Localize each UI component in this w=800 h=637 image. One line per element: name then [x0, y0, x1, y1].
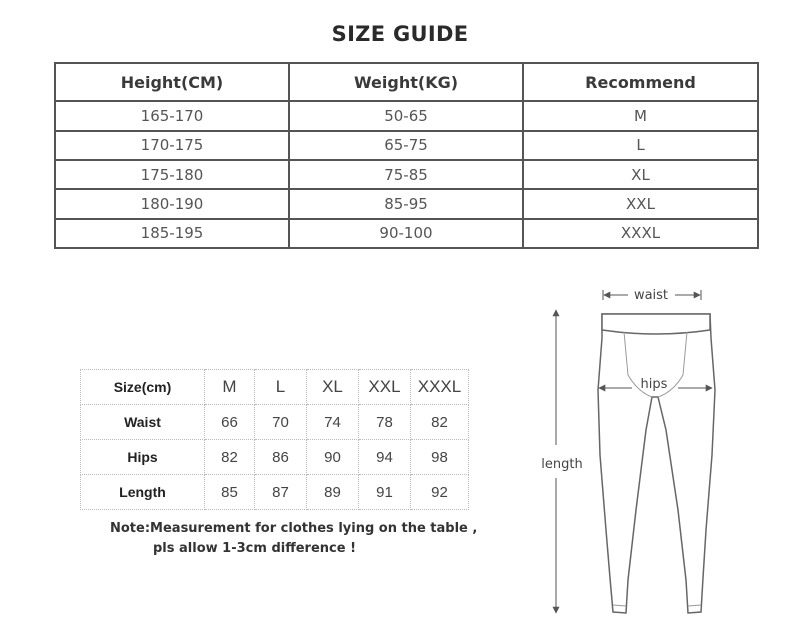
- table-row: [81, 475, 469, 510]
- row-label-waist: Waist: [81, 405, 205, 440]
- height-cell: 165-170: [55, 101, 289, 130]
- height-cell: 180-190: [55, 189, 289, 218]
- height-cell: 170-175: [55, 131, 289, 160]
- measure-cell: 82: [205, 440, 255, 475]
- table-row: [55, 160, 758, 189]
- weight-cell: 90-100: [289, 219, 523, 248]
- measure-cell: 78: [359, 405, 411, 440]
- measure-cell: 86: [255, 440, 307, 475]
- leggings-outline: [598, 314, 715, 613]
- size-col-l: L: [255, 370, 307, 405]
- table-row: [55, 131, 758, 160]
- header-recommend: Recommend: [523, 63, 758, 101]
- size-col-xl: XL: [307, 370, 359, 405]
- measurement-table: [80, 369, 469, 510]
- recommend-cell: L: [523, 131, 758, 160]
- weight-cell: 85-95: [289, 189, 523, 218]
- measure-cell: 85: [205, 475, 255, 510]
- size-col-xxl: XXL: [359, 370, 411, 405]
- measurement-header-row: [81, 370, 469, 405]
- measure-cell: 90: [307, 440, 359, 475]
- waist-label: waist: [633, 288, 669, 303]
- measure-cell: 89: [307, 475, 359, 510]
- table-row: [55, 189, 758, 218]
- size-col-m: M: [205, 370, 255, 405]
- row-label-length: Length: [81, 475, 205, 510]
- header-weight: Weight(KG): [289, 63, 523, 101]
- recommend-cell: XXL: [523, 189, 758, 218]
- recommend-cell: XL: [523, 160, 758, 189]
- size-recommendation-table: [54, 62, 759, 249]
- recommend-cell: M: [523, 101, 758, 130]
- measure-cell: 92: [411, 475, 469, 510]
- measure-cell: 87: [255, 475, 307, 510]
- height-cell: 175-180: [55, 160, 289, 189]
- weight-cell: 65-75: [289, 131, 523, 160]
- note-line-1: Note:Measurement for clothes lying on the table ,: [110, 521, 478, 536]
- leggings-diagram: [520, 280, 770, 630]
- table-header-row: [55, 63, 758, 101]
- measure-cell: 66: [205, 405, 255, 440]
- length-measure: [541, 310, 582, 613]
- hips-label: hips: [640, 377, 668, 392]
- height-cell: 185-195: [55, 219, 289, 248]
- table-row: [81, 405, 469, 440]
- measure-cell: 74: [307, 405, 359, 440]
- measure-cell: 70: [255, 405, 307, 440]
- note-line-2: pls allow 1-3cm difference !: [153, 541, 357, 556]
- measure-cell: 91: [359, 475, 411, 510]
- measure-cell: 82: [411, 405, 469, 440]
- measure-cell: 98: [411, 440, 469, 475]
- size-col-xxxl: XXXL: [411, 370, 469, 405]
- header-height: Height(CM): [55, 63, 289, 101]
- waist-measure: [603, 288, 701, 303]
- page-title: SIZE GUIDE: [331, 22, 469, 46]
- size-corner-label: Size(cm): [81, 370, 205, 405]
- length-label: length: [541, 457, 583, 472]
- weight-cell: 75-85: [289, 160, 523, 189]
- table-row: [55, 101, 758, 130]
- row-label-hips: Hips: [81, 440, 205, 475]
- table-row: [81, 440, 469, 475]
- measure-cell: 94: [359, 440, 411, 475]
- table-row: [55, 219, 758, 248]
- weight-cell: 50-65: [289, 101, 523, 130]
- recommend-cell: XXXL: [523, 219, 758, 248]
